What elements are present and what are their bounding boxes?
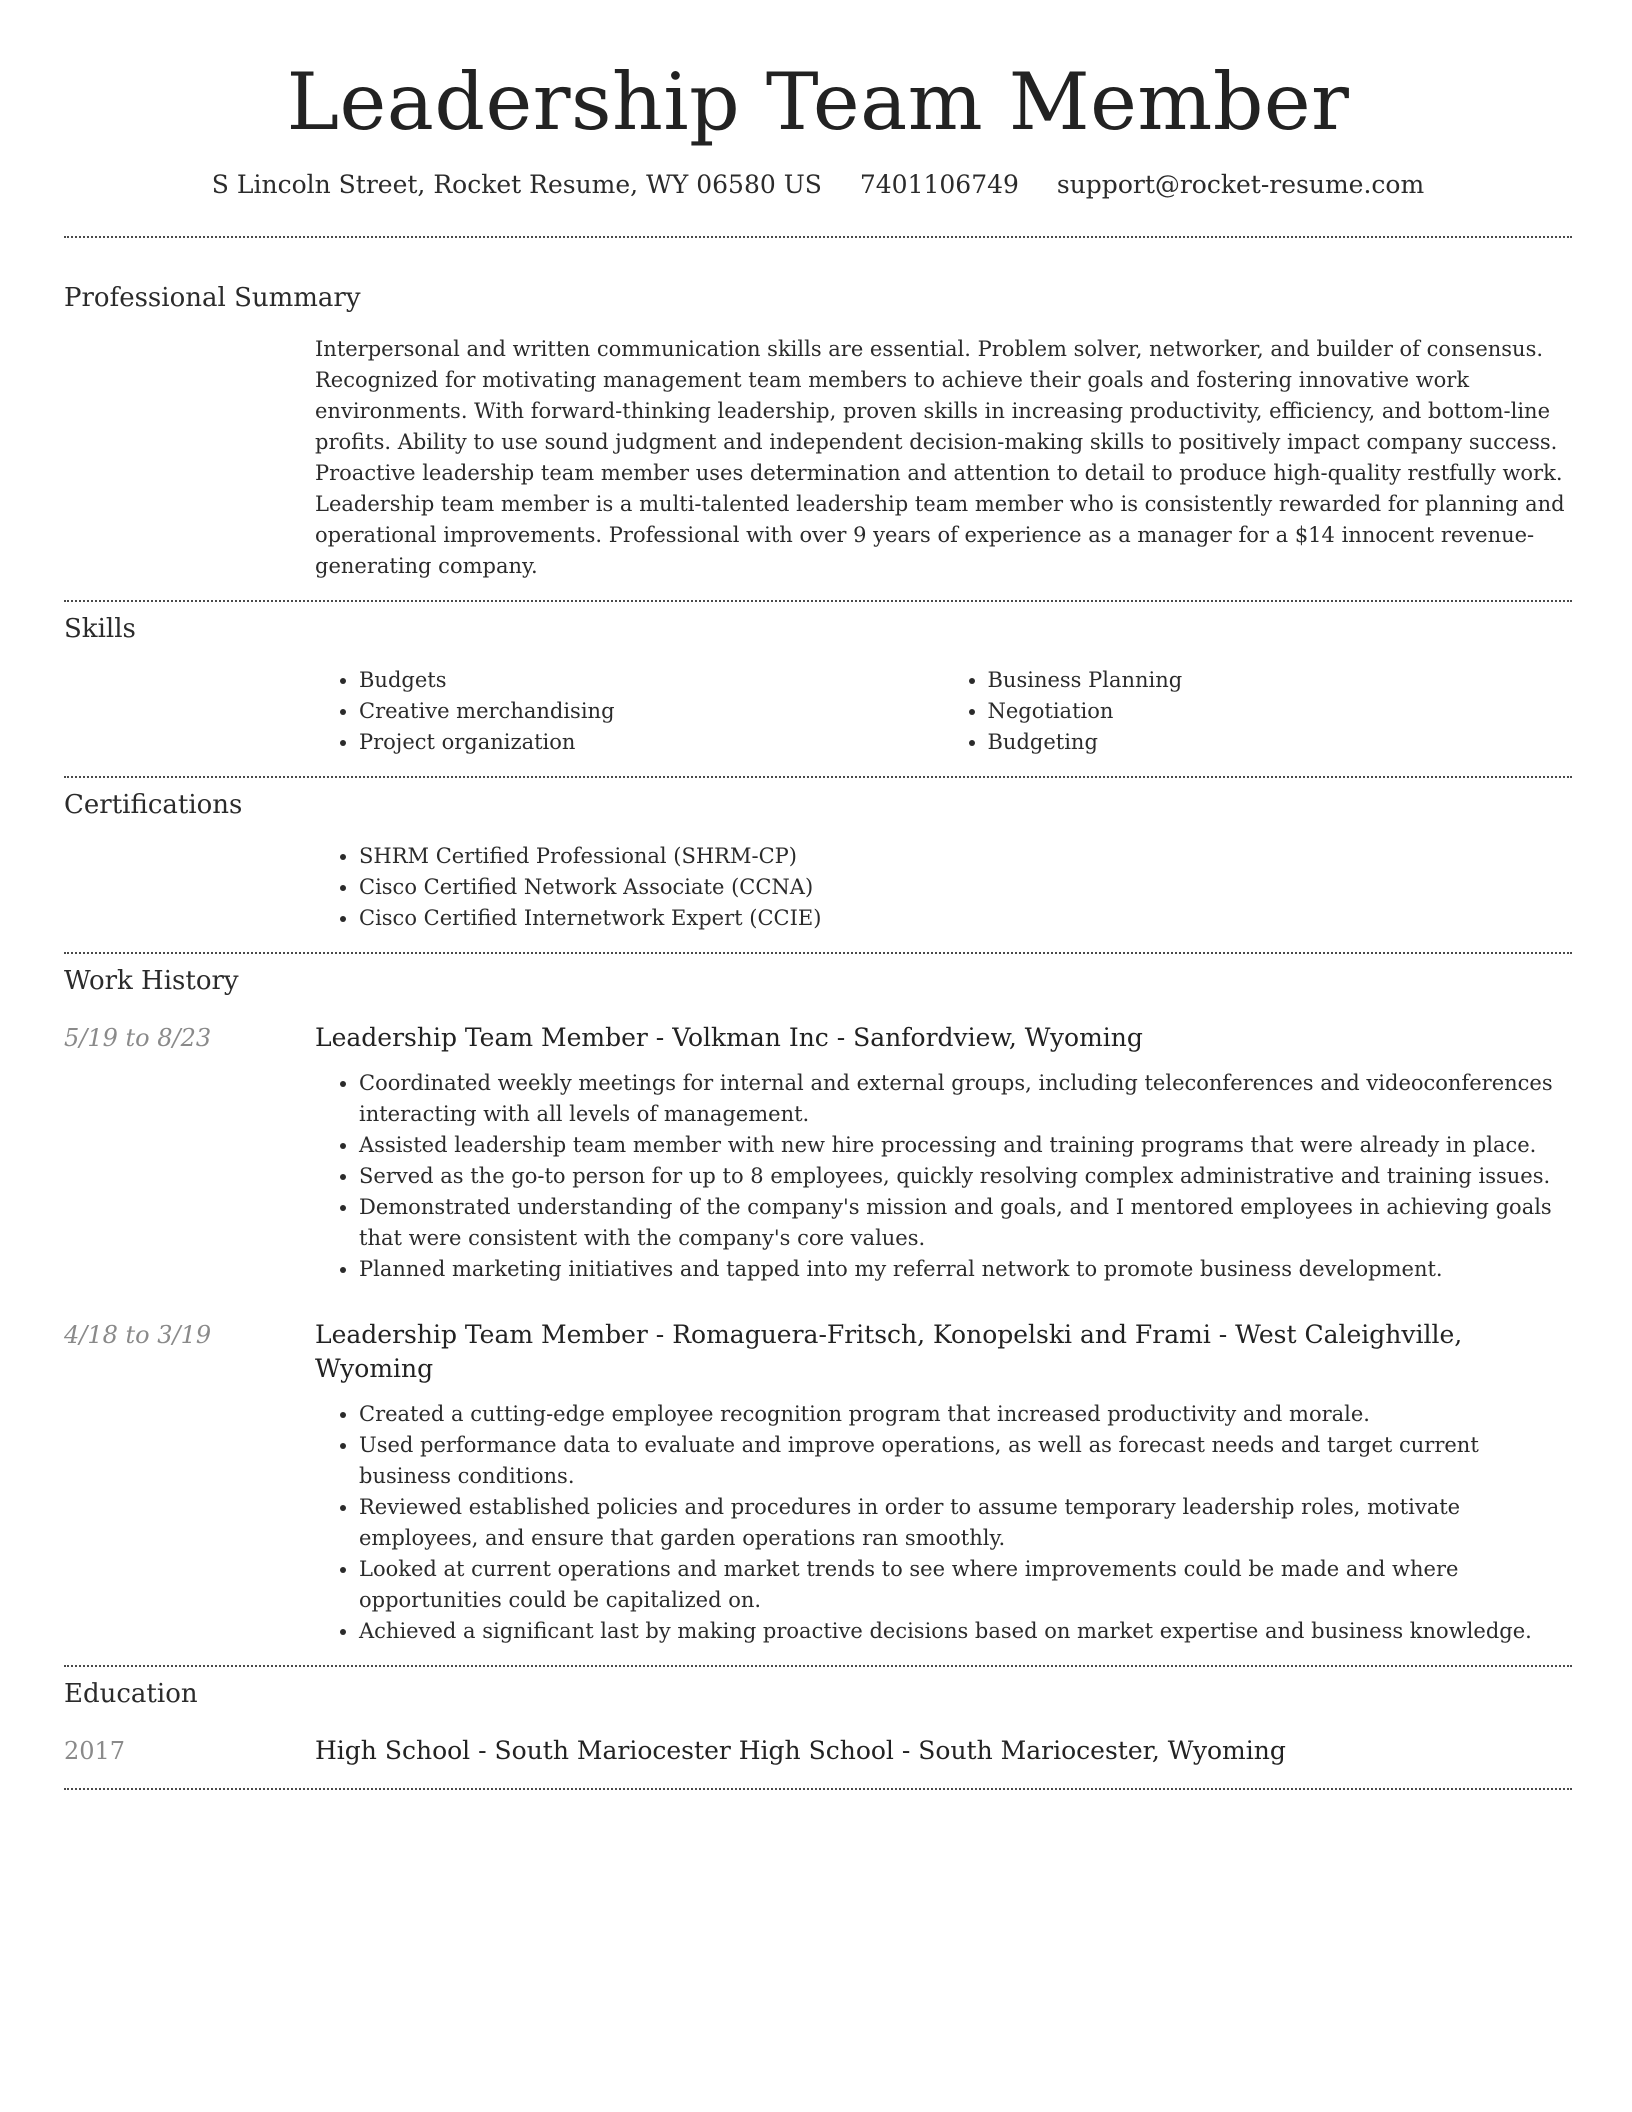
list-item: • Cisco Certified Internetwork Expert (CCIE) — [359, 903, 1572, 934]
divider — [64, 236, 1572, 238]
list-item: • Coordinated weekly meetings for internal and external groups, including teleconferences and videoconferences interacting with all levels of management. — [359, 1068, 1572, 1130]
education-entry — [64, 1734, 1572, 1768]
divider — [64, 776, 1572, 778]
list-item: • Reviewed established policies and procedures in order to assume temporary leadership roles, motivate employees, and ensure that garden operations ran smoothly. — [359, 1492, 1572, 1554]
section-title-certifications: Certifications — [64, 790, 243, 820]
skills-grid — [315, 665, 1572, 758]
contact-email: support@rocket-resume.com — [1056, 170, 1425, 199]
list-item: • Used performance data to evaluate and improve operations, as well as forecast needs and target current business conditions. — [359, 1430, 1572, 1492]
list-item: • Budgets — [359, 665, 944, 696]
divider — [64, 600, 1572, 602]
job-header — [64, 1318, 1572, 1386]
certifications-body — [315, 841, 1572, 934]
contact-phone: 7401106749 — [859, 170, 1019, 199]
job-bullet-list — [315, 1068, 1572, 1285]
summary-section — [64, 281, 1572, 582]
list-item: • Budgeting — [988, 727, 1573, 758]
work-history-section — [64, 964, 1572, 1647]
job-entry — [64, 1318, 1572, 1647]
candidate-name: Leadership Team Member — [286, 56, 1350, 148]
job-header — [64, 1021, 1572, 1055]
list-item: • Assisted leadership team member with new hire processing and training programs that were already in place. — [359, 1130, 1572, 1161]
contact-address: S Lincoln Street, Rocket Resume, WY 06580 US — [211, 170, 822, 199]
section-title-work-history: Work History — [64, 966, 239, 996]
list-item: • Achieved a significant last by making proactive decisions based on market expertise and business knowledge. — [359, 1616, 1572, 1647]
list-item: • SHRM Certified Professional (SHRM-CP) — [359, 841, 1572, 872]
list-item: • Cisco Certified Network Associate (CCNA) — [359, 872, 1572, 903]
job-entry — [64, 1021, 1572, 1285]
list-item: • Demonstrated understanding of the company's mission and goals, and I mentored employees in achieving goals that were consistent with the company's core values. — [359, 1192, 1572, 1254]
education-year: 2017 — [64, 1737, 126, 1765]
resume-page — [64, 0, 1572, 1790]
education-section — [64, 1677, 1572, 1768]
skills-section — [64, 612, 1572, 758]
list-item: • Created a cutting-edge employee recognition program that increased productivity and morale. — [359, 1399, 1572, 1430]
list-item: • Planned marketing initiatives and tapped into my referral network to promote business development. — [359, 1254, 1572, 1285]
section-title-education: Education — [64, 1679, 198, 1709]
summary-body — [315, 334, 1572, 582]
job-dates: 4/18 to 3/19 — [64, 1321, 212, 1349]
education-detail: High School - South Mariocester High School - South Mariocester, Wyoming — [315, 1736, 1286, 1765]
section-title-skills: Skills — [64, 614, 136, 644]
divider — [64, 1788, 1572, 1790]
list-item: • Business Planning — [988, 665, 1573, 696]
job-details — [315, 1068, 1572, 1285]
job-bullet-list — [315, 1399, 1572, 1647]
summary-text: Interpersonal and written communication skills are essential. Problem solver, networker, and builder of consensus. Recognized for motivating management team members to achieve their goals and fostering innovative work environments. With forward-thinking leadership, proven skills in increasing productivity, efficiency, and bottom-line profits. Ability to use sound judgment and independent decision-making skills to positively impact company success. Proactive leadership team member uses determination and attention to detail to produce high-quality restfully work. Leadership team member is a multi-talented leadership team member who is consistently rewarded for planning and operational improvements. Professional with over 9 years of experience as a manager for a $14 innocent revenue-generating company. — [315, 337, 1565, 578]
contact-line — [64, 168, 1572, 202]
list-item: • Negotiation — [988, 696, 1573, 727]
skills-list-right — [944, 665, 1573, 758]
divider — [64, 1665, 1572, 1667]
job-dates: 5/19 to 8/23 — [64, 1024, 212, 1052]
list-item: • Project organization — [359, 727, 944, 758]
skills-list-left — [315, 665, 944, 758]
divider — [64, 952, 1572, 954]
list-item: • Served as the go-to person for up to 8 employees, quickly resolving complex administrative and training issues. — [359, 1161, 1572, 1192]
certifications-section — [64, 788, 1572, 934]
list-item: • Looked at current operations and market trends to see where improvements could be made and where opportunities could be capitalized on. — [359, 1554, 1572, 1616]
section-title-summary: Professional Summary — [64, 283, 361, 313]
job-title: Leadership Team Member - Volkman Inc - Sanfordview, Wyoming — [315, 1023, 1143, 1052]
certifications-list — [315, 841, 1572, 934]
list-item: • Creative merchandising — [359, 696, 944, 727]
job-details — [315, 1399, 1572, 1647]
job-title: Leadership Team Member - Romaguera-Fritsch, Konopelski and Frami - West Caleighville, Wyoming — [315, 1320, 1463, 1383]
